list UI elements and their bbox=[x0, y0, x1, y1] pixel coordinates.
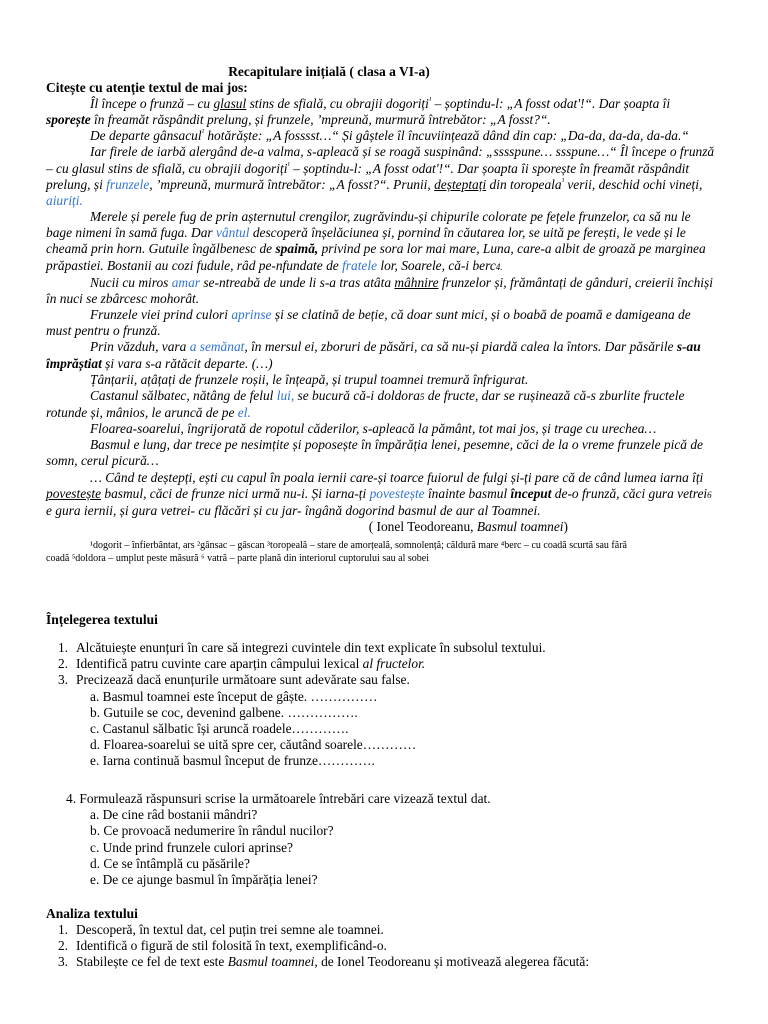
paragraph-11: Basmul e lung, dar trece pe nesimțite și poposește în împărăția lenei, pesemne, căci de la o vreme frunzele pică de somn, cerul picură… bbox=[46, 437, 703, 469]
section-heading-understanding: Înțelegerea textului bbox=[46, 612, 158, 627]
footnote-line-1: ¹dogorit – înfierbântat, ars ²gânsac – gâscan ³toropeală – stare de amorțeală, somnolență; căldură mare ⁴berc – cu coadă scurtă sau fără bbox=[90, 540, 627, 551]
paragraph-6: Frunzele viei prind culori aprinse și se clatină de beție, că doar sunt mici, și o boabă de poamă e damigeana de must pentru o frunză. bbox=[46, 307, 691, 339]
paragraph-8: Țânțarii, ațâțați de frunzele roșii, le înțeapă, și trupul toamnei tremură înfrigurat. bbox=[90, 371, 529, 387]
tf-item: a. Basmul toamnei este început de gâște. …………… bbox=[90, 688, 378, 704]
footnote-line-2: coadă ⁵doldora – umplut peste măsură ⁶ vatră – parte plană din interiorul cuptorului sau al sobei bbox=[46, 553, 429, 564]
tf-item: c. Castanul sălbatic își aruncă roadele…………. bbox=[90, 721, 349, 737]
paragraph-2: De departe gânsacul$^{^2}$ hotărăște: „A fosssst…“ Și gâștele îl încuviințează dând din cap: „Da-da, da-da, da-da.“ bbox=[90, 127, 689, 144]
analysis-question-2: 2. Identifică o figură de stil folosită în text, exemplificând-o. bbox=[57, 938, 387, 954]
open-question-item: e. De ce ajunge basmul în împărăția lenei? bbox=[90, 872, 318, 888]
author-attribution: ( Ionel Teodoreanu, Basmul toamnei) bbox=[368, 519, 568, 535]
literary-text bbox=[46, 96, 718, 535]
paragraph-9: Castanul sălbatec, nătâng de felul lui, se bucură că-i doldora5 de fructe, dar se rușinează că-s zburlite fructele rotunde și, mânios, le aruncă de pe el. bbox=[46, 387, 685, 420]
question-4: 4. Formulează răspunsuri scrise la următoarele întrebări care vizează textul dat. bbox=[66, 791, 491, 806]
tf-item: e. Iarna continuă basmul început de frunze…………. bbox=[90, 753, 375, 769]
analysis-question-3: 3. Stabilește ce fel de text este Basmul toamnei, de Ionel Teodoreanu și motivează alegerea făcută: bbox=[57, 954, 590, 970]
paragraph-1: Îl începe o frunză – cu glasul stins de sfială, cu obrajii dogoriți$^{^1}$ – șoptindu-l: „A fosst odat'!“. Dar șoapta îi sporește în freamăt răspândit prelung, și frunzele, ’mpreună, murmură întrebător: „A fosst?“. bbox=[46, 95, 671, 128]
analysis-question-1: 1. Descoperă, în textul dat, cel puțin trei semne ale toamnei. bbox=[57, 922, 384, 937]
tf-item: d. Floarea-soarelui se uită spre cer, căutând soarele………… bbox=[90, 737, 417, 753]
analysis-questions bbox=[46, 922, 718, 971]
open-questions bbox=[46, 791, 718, 888]
open-question-item: a. De cine râd bostanii mândri? bbox=[90, 807, 258, 823]
tf-item: b. Gutuile se coc, devenind galbene. ……………. bbox=[90, 704, 358, 720]
paragraph-4: Merele și perele fug de prin așternutul crengilor, zugrăvindu-și chipurile colorate pe fețele frunzelor, ca să nu le bage nimeni în samă fuga. Dar vântul descoperă înșelăciunea și, pornind în căutarea lor, se uită pe ferești, le vede și le cheamă prin horn. Gutuile îngălbenesc de spaimă, privind pe sora lor mai mare, Luna, care-a albit de groază pe marginea prăpastiei. Bostanii au cozi fudule, râd pe-nfundate de fratele lor, Soarele, că-i berc4. bbox=[46, 209, 706, 273]
paragraph-7: Prin văzduh, vara a semănat, în mersul ei, zboruri de păsări, ca să nu-și piardă calea la întors. Dar păsările s-au împrăștiat și vara s-a rătăcit departe. (…) bbox=[46, 339, 701, 371]
understanding-questions bbox=[46, 640, 718, 770]
question-2: 2. Identifică patru cuvinte care aparțin câmpului lexical al fructelor. bbox=[57, 656, 426, 672]
open-question-item: d. Ce se întâmplă cu păsările? bbox=[90, 855, 250, 871]
reading-instruction: Citește cu atenție textul de mai jos: bbox=[46, 80, 248, 95]
paragraph-5: Nucii cu miros amar se-ntreabă de unde li s-a tras atâta mâhnire frunzelor și, frământați de gânduri, creierii închiși în nuci se zbârcesc mohorât. bbox=[46, 274, 713, 306]
question-3: 3. Precizează dacă enunțurile următoare sunt adevărate sau false. bbox=[57, 672, 410, 688]
section-heading-analysis: Analiza textului bbox=[46, 906, 138, 921]
paragraph-10: Floarea-soarelui, îngrijorată de ropotul căderilor, s-apleacă la pământ, tot mai jos, și trage cu urechea… bbox=[90, 421, 657, 437]
paragraph-12: … Când te deștepți, ești cu capul în poala iernii care-și toarce fuiorul de fulgi și-ți pare că de când lumea iarna îți povestește basmul, căci de frunze nici urmă nu-i. Și iarna-ți povestește înainte basmul început de-o frunză, căci gura vetrei6 e gura iernii, și gura vetrei- cu flăcări și cu jar- îngână dogorind basmul de aur al Toamnei. bbox=[46, 469, 712, 518]
page-title: Recapitulare inițială ( clasa a VI-a) bbox=[228, 64, 430, 79]
paragraph-3: Iar firele de iarbă alergând de-a valma, s-apleacă și se roagă suspinând: „sssspune… ssspune…“ Îl începe o frunză – cu glasul stins de sfială, cu obrajii dogoriți$^{^1}$ – șoptindu-l: „A fosst odat'!“. Dar șoapta îi sporește în freamăt răspândit prelung, și frunzele, ’mpreună, murmură întrebător: „A fosst?“. Prunii, deșteptați din toropeala$^{^3}$ verii, deschid ochi vineți, aiuriți. bbox=[46, 144, 715, 208]
question-1: 1. Alcătuiește enunțuri în care să integrezi cuvintele din text explicate în subsolul textului. bbox=[57, 640, 546, 655]
open-question-item: c. Unde prind frunzele culori aprinse? bbox=[90, 839, 294, 855]
footnotes bbox=[46, 539, 718, 565]
open-question-item: b. Ce provoacă nedumerire în rândul nucilor? bbox=[90, 823, 334, 839]
